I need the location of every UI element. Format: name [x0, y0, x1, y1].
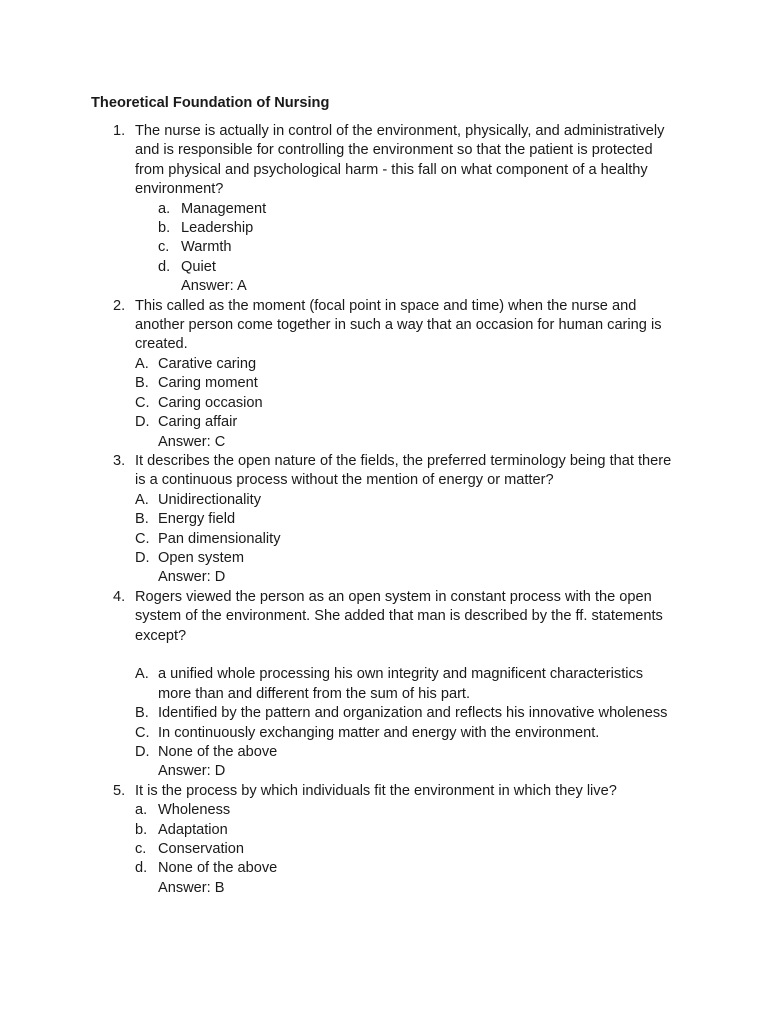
- option-letter: C.: [135, 724, 150, 741]
- answer-label: Answer: B: [158, 879, 225, 896]
- option-text: Warmth: [181, 239, 232, 256]
- option-text: Quiet: [181, 258, 216, 275]
- option-text: Open system: [158, 549, 244, 566]
- option-item: [135, 530, 676, 549]
- option-text: Leadership: [181, 220, 254, 237]
- option-list: [135, 665, 676, 762]
- question-number: 2.: [113, 297, 126, 314]
- option-item: [135, 724, 676, 743]
- option-text: Pan dimensionality: [158, 530, 281, 547]
- answer-label: Answer: C: [158, 433, 226, 450]
- question-text: It is the process by which individuals fit the environment in which they live?: [135, 782, 617, 799]
- option-letter: D.: [135, 414, 150, 431]
- question-2: [0, 297, 768, 452]
- question-4: [0, 588, 768, 782]
- option-item: [135, 374, 676, 393]
- option-item: [135, 665, 676, 704]
- option-text: Unidirectionality: [158, 491, 262, 508]
- question-number: 4.: [113, 588, 126, 605]
- option-list: [135, 200, 676, 278]
- question-text: This called as the moment (focal point in space and time) when the nurse and another person come together in such a way that an occasion for human caring is created.: [135, 297, 662, 353]
- option-item: [135, 258, 676, 277]
- option-text: Caring occasion: [158, 394, 263, 411]
- option-letter: B.: [135, 375, 149, 392]
- option-letter: c.: [158, 239, 170, 256]
- option-item: [135, 355, 676, 374]
- option-item: [135, 840, 676, 859]
- option-text: Conservation: [158, 841, 244, 858]
- option-letter: C.: [135, 530, 150, 547]
- option-letter: D.: [135, 549, 150, 566]
- option-letter: A.: [135, 491, 149, 508]
- option-item: [135, 200, 676, 219]
- option-text: None of the above: [158, 860, 278, 877]
- question-5: [0, 782, 768, 898]
- option-text: In continuously exchanging matter and energy with the environment.: [158, 724, 600, 741]
- option-list: [135, 491, 676, 569]
- question-text: Rogers viewed the person as an open system in constant process with the open system of the environment. She added that man is described by the ff. statements except?: [135, 588, 663, 644]
- option-item: [135, 510, 676, 529]
- question-list: [0, 122, 768, 898]
- option-item: [135, 704, 676, 723]
- answer-label: Answer: D: [158, 763, 226, 780]
- option-text: Energy field: [158, 511, 236, 528]
- option-item: [135, 801, 676, 820]
- option-item: [135, 859, 676, 878]
- option-letter: A.: [135, 666, 149, 683]
- option-item: [135, 413, 676, 432]
- option-text: a unified whole processing his own integrity and magnificent characteristics more than and different from the sum of his part.: [158, 666, 644, 702]
- option-letter: a.: [158, 200, 171, 217]
- option-letter: b.: [135, 821, 148, 838]
- option-letter: c.: [135, 841, 147, 858]
- option-item: [135, 821, 676, 840]
- option-letter: A.: [135, 355, 149, 372]
- option-text: Management: [181, 200, 267, 217]
- option-item: [135, 394, 676, 413]
- option-letter: B.: [135, 705, 149, 722]
- question-text: The nurse is actually in control of the environment, physically, and administratively and is responsible for controlling the environment so that the patient is protected from physical and psychological harm - this fall on what component of a healthy environment?: [135, 123, 665, 198]
- option-list: [135, 355, 676, 433]
- question-number: 5.: [113, 782, 126, 799]
- option-text: Caring affair: [158, 414, 238, 431]
- answer-label: Answer: A: [181, 278, 247, 295]
- option-text: Wholeness: [158, 802, 231, 819]
- option-letter: C.: [135, 394, 150, 411]
- option-text: Adaptation: [158, 821, 228, 838]
- option-letter: d.: [158, 258, 171, 275]
- option-item: [135, 491, 676, 510]
- question-3: [0, 452, 768, 588]
- option-item: [135, 743, 676, 762]
- option-item: [135, 549, 676, 568]
- option-letter: B.: [135, 511, 149, 528]
- option-letter: d.: [135, 860, 148, 877]
- question-number: 3.: [113, 452, 126, 469]
- question-number: 1.: [113, 123, 126, 139]
- option-item: [135, 238, 676, 257]
- answer-label: Answer: D: [158, 569, 226, 586]
- question-1: [0, 122, 768, 297]
- option-letter: b.: [158, 220, 171, 237]
- option-list: [135, 801, 676, 879]
- option-text: Identified by the pattern and organization and reflects his innovative wholeness: [158, 705, 668, 722]
- option-text: Caring moment: [158, 375, 258, 392]
- blank-line: [135, 646, 676, 665]
- option-letter: D.: [135, 743, 150, 760]
- option-item: [135, 219, 676, 238]
- option-text: None of the above: [158, 743, 278, 760]
- document-title: Theoretical Foundation of Nursing: [91, 95, 330, 111]
- option-text: Carative caring: [158, 355, 257, 372]
- question-text: It describes the open nature of the fields, the preferred terminology being that there is a continuous process without the mention of energy or matter?: [135, 452, 672, 489]
- option-letter: a.: [135, 802, 148, 819]
